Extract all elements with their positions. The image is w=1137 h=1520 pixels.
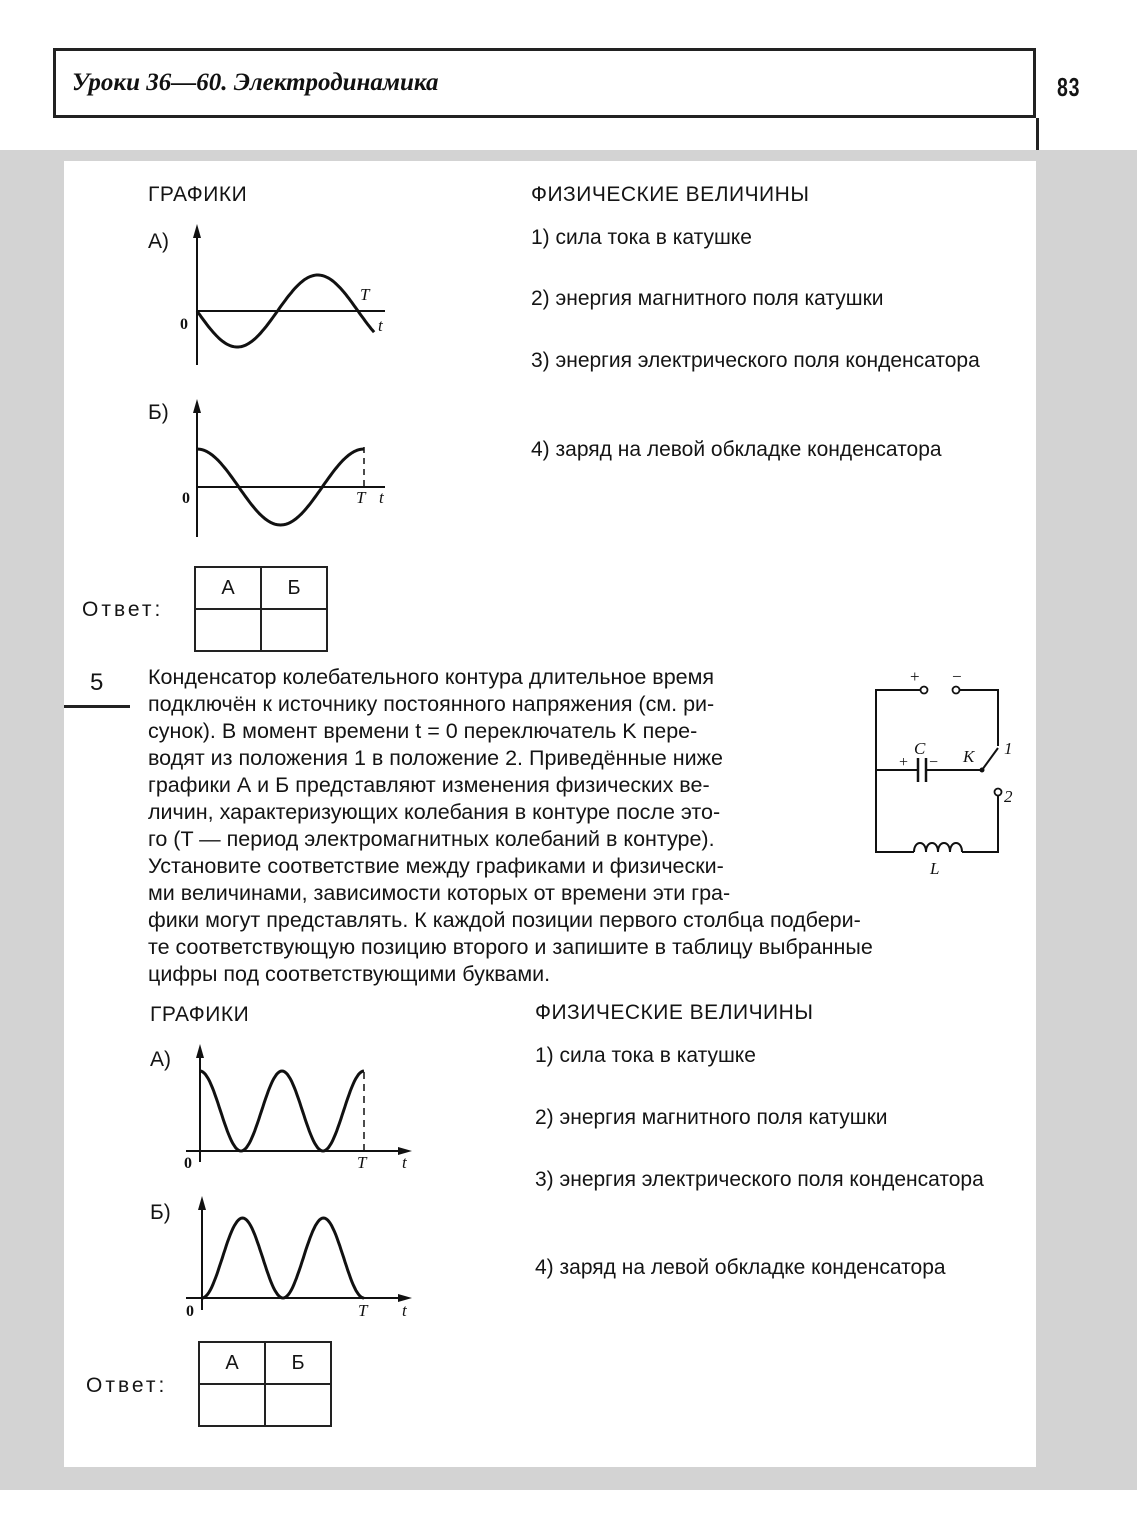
period-label: T	[360, 285, 370, 304]
inductor-coil	[914, 843, 962, 852]
terminal-minus-label: −	[952, 667, 962, 686]
wire-right-bottom	[962, 796, 998, 852]
time-axis-label: t	[402, 1301, 407, 1320]
task-text-line: личин, характеризующих колебания в контуре после это-	[148, 800, 721, 824]
task-text-line: фики могут представлять. К каждой позиции первого столбца подбери-	[148, 908, 861, 932]
terminal-minus	[953, 687, 960, 694]
graph-label-a: А)	[148, 230, 169, 253]
curve-5a	[200, 1071, 364, 1151]
answer-table	[198, 1341, 332, 1427]
answer-header-a: А	[199, 1342, 265, 1384]
graph-4b	[170, 395, 410, 545]
graph-label-a: А)	[150, 1048, 171, 1071]
graph-label-b: Б)	[150, 1201, 171, 1224]
answer-header-a: А	[195, 567, 261, 609]
task-text-line: Конденсатор колебательного контура длительное время	[148, 665, 715, 689]
switch-contact-2	[995, 789, 1002, 796]
graphs-heading: ГРАФИКИ	[150, 1003, 250, 1026]
y-axis-arrow	[198, 1196, 206, 1210]
quantity-2: 2) энергия магнитного поля катушки	[535, 1106, 888, 1129]
answer-cell-a[interactable]	[199, 1384, 265, 1426]
position-1-label: 1	[1004, 739, 1013, 758]
origin-label: 0	[182, 490, 190, 507]
position-2-label: 2	[1004, 787, 1013, 806]
period-label: T	[356, 488, 366, 507]
period-label: T	[358, 1301, 368, 1320]
period-label: T	[357, 1153, 367, 1172]
quantity-1: 1) сила тока в катушке	[531, 226, 752, 249]
answer-label: Ответ:	[82, 598, 164, 621]
task-text-line: водят из положения 1 в положение 2. Приведённые ниже	[148, 746, 723, 770]
graph-5a	[172, 1040, 422, 1180]
inductor-label: L	[930, 859, 940, 878]
capacitor-plus-label: +	[899, 754, 909, 771]
chapter-header	[53, 48, 1036, 118]
quantity-1: 1) сила тока в катушке	[535, 1044, 756, 1067]
answer-header-b: Б	[261, 567, 327, 609]
terminal-plus	[921, 687, 928, 694]
quantity-4: 4) заряд на левой обкладке конденсатора	[535, 1256, 946, 1279]
answer-cell-b[interactable]	[261, 609, 327, 651]
terminal-plus-label: +	[910, 667, 920, 686]
task-text-line: графики А и Б представляют изменения физических ве-	[148, 773, 710, 797]
time-axis-label: t	[378, 316, 383, 335]
task-text-line: ми величинами, зависимости которых от времени эти гра-	[148, 881, 731, 905]
switch-blade	[982, 748, 998, 770]
side-rule	[1036, 118, 1039, 154]
task-text-line: те соответствующую позицию второго и запишите в таблицу выбранные	[148, 935, 873, 959]
task-number-rule	[64, 705, 130, 708]
quantity-2: 2) энергия магнитного поля катушки	[531, 287, 884, 310]
chapter-title: Уроки 36—60. Электродинамика	[72, 69, 439, 96]
graph-5b	[172, 1192, 422, 1322]
quantities-heading: ФИЗИЧЕСКИЕ ВЕЛИЧИНЫ	[531, 183, 810, 206]
answer-label: Ответ:	[86, 1374, 168, 1397]
quantity-4: 4) заряд на левой обкладке конденсатора	[531, 438, 942, 461]
wire-right-top	[960, 690, 998, 746]
capacitor-label: C	[914, 739, 926, 758]
answer-header-b: Б	[265, 1342, 331, 1384]
answer-cell-a[interactable]	[195, 609, 261, 651]
quantity-3: 3) энергия электрического поля конденсатора	[535, 1168, 984, 1191]
curve-5b	[202, 1218, 364, 1298]
task-number: 5	[90, 669, 104, 696]
switch-pivot	[980, 768, 985, 773]
answer-table	[194, 566, 328, 652]
graph-label-b: Б)	[148, 401, 169, 424]
quantity-3: 3) энергия электрического поля конденсатора	[531, 349, 980, 372]
task-text-line: сунок). В момент времени t = 0 переключатель K пере-	[148, 719, 698, 743]
answer-cell-b[interactable]	[265, 1384, 331, 1426]
graph-4a	[170, 220, 410, 370]
y-axis-arrow	[193, 399, 201, 413]
graphs-heading: ГРАФИКИ	[148, 183, 248, 206]
y-axis-arrow	[196, 1044, 204, 1058]
origin-label: 0	[186, 1303, 194, 1320]
task-text-line: подключён к источнику постоянного напряжения (см. ри-	[148, 692, 715, 716]
capacitor-minus-label: −	[929, 754, 939, 771]
origin-label: 0	[180, 316, 188, 333]
page-number: 83	[1057, 72, 1081, 102]
task-text-line: Установите соответствие между графиками и физически-	[148, 854, 724, 878]
quantities-heading: ФИЗИЧЕСКИЕ ВЕЛИЧИНЫ	[535, 1001, 814, 1024]
time-axis-label: t	[379, 488, 384, 507]
time-axis-label: t	[402, 1153, 407, 1172]
task-text-line: го (T — период электромагнитных колебаний в контуре).	[148, 827, 715, 851]
switch-label: K	[963, 747, 975, 766]
circuit-diagram	[866, 668, 1026, 878]
task-text-line: цифры под соответствующими буквами.	[148, 962, 551, 986]
y-axis-arrow	[193, 224, 201, 238]
origin-label: 0	[184, 1155, 192, 1172]
